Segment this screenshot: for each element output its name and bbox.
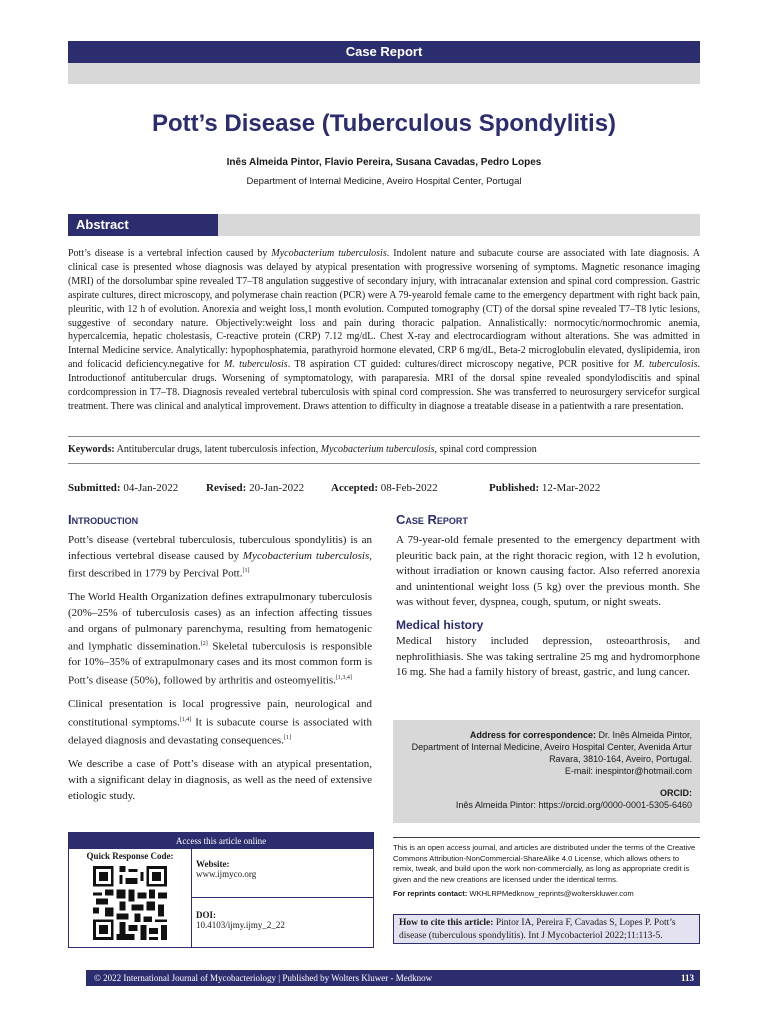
date-label: Submitted: bbox=[68, 482, 121, 494]
qr-code-icon[interactable] bbox=[93, 866, 167, 940]
abstract-header bbox=[68, 214, 700, 236]
correspondence-line: Ravara, 3810-164, Aveiro, Portugal. bbox=[549, 754, 692, 764]
header-grey-bar bbox=[68, 63, 700, 84]
intro-paragraph-1 bbox=[68, 533, 372, 582]
correspondence-email[interactable]: E-mail: inespintor@hotmail.com bbox=[564, 766, 692, 776]
abstract-text: Pott’s disease is a vertebral infection caused by bbox=[68, 248, 272, 259]
organism-name: Mycobacterium tuberculosis bbox=[271, 248, 387, 259]
introduction-heading: Introduction bbox=[68, 512, 139, 527]
date-label: Accepted: bbox=[331, 482, 379, 494]
organism-name: M. tuberculosis bbox=[223, 359, 288, 371]
citation-link[interactable]: [1,4] bbox=[179, 716, 192, 723]
keywords-text: Antitubercular drugs, latent tuberculosis infection, bbox=[114, 444, 321, 455]
published-date bbox=[489, 482, 600, 494]
keywords-text: spinal cord compression bbox=[437, 444, 537, 455]
website-cell bbox=[192, 849, 373, 898]
affiliation: Department of Internal Medicine, Aveiro Hospital Center, Portugal bbox=[246, 176, 522, 187]
case-report-section bbox=[396, 512, 700, 681]
divider bbox=[68, 436, 700, 437]
abstract-text: . Introductionof antitubercular drugs. Worsening of symptomatology, with paraparesia. MRI of the dorsal spine revealed spondylodiscitis and spinal cordcompression in T7–T8. Diagnosis revealed vertebral tuberculosis with spinal cord compression. She was transferred to neurosurgery servicefor surgical treatment. There was clinical and analytical improvement. Draws attention to difficulty in diagnose a treatable disease in a patientwith a rare presentation. bbox=[68, 359, 700, 412]
accepted-date bbox=[331, 482, 438, 494]
website-link[interactable]: www.ijmyco.org bbox=[196, 869, 257, 879]
qr-label: Quick Response Code: bbox=[86, 851, 174, 861]
intro-paragraph-3 bbox=[68, 697, 372, 749]
footer-copyright: © 2022 International Journal of Mycobacteriology | Published by Wolters Kluwer - Medknow bbox=[94, 973, 433, 983]
cite-text: Pintor IA, Pereira F, Cavadas S, Lopes P. Pott’s disease (tuberculous spondylitis). Int J Mycobacteriol 2022;11:113-5. bbox=[399, 918, 676, 941]
citation-link[interactable]: [1] bbox=[242, 568, 250, 575]
date-value: 04-Jan-2022 bbox=[123, 482, 179, 494]
date-value: 08-Feb-2022 bbox=[380, 482, 438, 494]
abstract-heading: Abstract bbox=[68, 214, 218, 236]
para-text: Clinical presentation is local progressive pain, neurological and constitutional symptoms. bbox=[68, 698, 372, 729]
correspondence-box bbox=[393, 720, 700, 823]
para-text: , first described in 1779 by Percival Pott. bbox=[68, 549, 373, 580]
revised-date bbox=[206, 482, 304, 494]
citation-link[interactable]: [1] bbox=[283, 735, 291, 742]
case-paragraph-2: Medical history included depression, osteoarthrosis, and nephrolithiasis. She was taking sertraline 25 mg and hydromorphone 16 mg. She had a family history of breast, gastric, and lung cancer. bbox=[396, 634, 700, 679]
page-footer bbox=[68, 970, 700, 986]
case-paragraph-1: A 79-year-old female presented to the emergency department with pleuritic back pain, at the right thoracic region, with 12 h evolution, without irradiation or known causing factor. Also referred anorexia and unintentional weight loss (5 kg) over the previous month. She was without fever, dyspnea, cough, sputum, or night sweats. bbox=[396, 534, 700, 609]
intro-paragraph-2 bbox=[68, 590, 372, 689]
website-label: Website: bbox=[196, 859, 230, 869]
reprints-email[interactable]: WKHLRPMedknow_reprints@wolterskluwer.com bbox=[467, 889, 634, 898]
submitted-date bbox=[68, 482, 178, 494]
how-to-cite-box bbox=[393, 914, 700, 944]
date-value: 12-Mar-2022 bbox=[541, 482, 601, 494]
orcid-link[interactable]: Inês Almeida Pintor: https://orcid.org/0000-0001-5305-6460 bbox=[455, 800, 692, 810]
para-text: Skeletal tuberculosis is responsible for 10%–35% of extrapulmonary cases and its most common form is Pott’s disease (50%), followed by arthritis and osteomyelitis. bbox=[68, 640, 372, 687]
access-online-box bbox=[68, 832, 374, 948]
case-report-heading: Case Report bbox=[396, 512, 468, 527]
article-title: Pott’s Disease (Tuberculous Spondylitis) bbox=[151, 110, 617, 137]
orcid-label: ORCID: bbox=[660, 788, 692, 798]
organism-name: M. tuberculosis bbox=[633, 359, 698, 371]
divider bbox=[68, 463, 700, 464]
abstract-body bbox=[68, 247, 700, 414]
page-number: 113 bbox=[680, 973, 694, 983]
divider bbox=[393, 837, 700, 838]
citation-link[interactable]: [1,3,4] bbox=[335, 675, 352, 682]
footer-notch bbox=[68, 970, 86, 986]
access-online-heading: Access this article online bbox=[69, 833, 373, 849]
cite-label: How to cite this article: bbox=[399, 918, 494, 928]
doi-link[interactable]: 10.4103/ijmy.ijmy_2_22 bbox=[196, 920, 285, 930]
para-text: It is subacute course is associated with delayed diagnosis and devastating consequences. bbox=[68, 716, 372, 747]
license-text: This is an open access journal, and articles are distributed under the terms of the Creative Commons Attribution-NonCommercial-ShareAlike 4.0 License, which allows others to remix, tweak, and build upon the work non-commercially, as long as appropriate credit is given and the new creations are licensed under the identical terms. bbox=[393, 843, 696, 884]
article-type-banner: Case Report bbox=[68, 41, 700, 63]
doi-label: DOI: bbox=[196, 910, 216, 920]
medical-history-heading: Medical history bbox=[396, 617, 484, 632]
keywords bbox=[68, 444, 700, 455]
author-list: Inês Almeida Pintor, Flavio Pereira, Susana Cavadas, Pedro Lopes bbox=[226, 157, 542, 168]
organism-name: Mycobacterium tuberculosis bbox=[242, 549, 370, 562]
correspondence-label: Address for correspondence: bbox=[469, 730, 596, 740]
intro-paragraph-4: We describe a case of Pott’s disease with an atypical presentation, with a significant delay in diagnosis, as well as the need of extensive etiologic study. bbox=[68, 758, 372, 802]
reprints-line bbox=[393, 889, 700, 900]
citation-link[interactable]: [2] bbox=[200, 641, 208, 648]
para-text: Pott’s disease (vertebral tuberculosis, tuberculous spondylitis) is an infectious vertebral disease caused by bbox=[68, 534, 372, 562]
correspondence-line bbox=[401, 729, 692, 741]
qr-cell bbox=[69, 849, 192, 947]
doi-cell bbox=[192, 899, 373, 947]
correspondence-line: Department of Internal Medicine, Aveiro Hospital Center, Avenida Artur bbox=[411, 742, 692, 752]
abstract-text: . T8 aspiration CT guided: cultures/direct microscopy negative, PCR positive for bbox=[287, 359, 634, 371]
date-label: Published: bbox=[489, 482, 540, 494]
abstract-text: . Indolent nature and subacute course are associated with late diagnosis. A clinical case is presented whose diagnosis was delayed by atypical presentation with progressive worsening of symptoms. Magnetic resonance imaging (MRI) of the dorsolumbar spine revealed T7–T8 angulation suggestive of secondary injury, with intracanalar extension and spinal cord compression. Gastric aspirate cultures, direct microscopy, and polymerase chain reaction (PCR) were A 79-yearold female came to the emergency department with right back pain, pleuritic, with 12 h of evolution. Anorexia and weight loss,1 month evolution. Computed tomography (CT) of the dorsal spine revealed T7–T8 lytic lesions, suggestive of secondary nature. Objectively:weight loss and pain during thoracic palpation. Annalistically: normocytic/normochromic anemia, hypercalcemia, hepatic cholestasis, C-reactive protein (CRP) 7.12 mg/dL. Chest X-ray and electrocardiogram without alterations. She was admitted in Internal Medicine service. Analytically: hypophosphatemia, parathyroid hormone elevated, CRP 6 mg/dL, Beta-2 microglobulin elevated, dyslipidemia, iron and folicacid deficiency.negative for bbox=[68, 248, 700, 371]
reprints-label: For reprints contact: bbox=[393, 889, 468, 898]
para-text: The World Health Organization defines extrapulmonary tuberculosis (20%–25% of tuberculosis cases) as an infection affecting tissues and organs of pulmonary parenchyma, resulting from hematogenic and lymphatic dissemination. bbox=[68, 591, 372, 653]
keywords-label: Keywords: bbox=[68, 444, 115, 455]
correspondence-name: Dr. Inês Almeida Pintor, bbox=[595, 730, 692, 740]
organism-name: Mycobacterium tuberculosis, bbox=[320, 444, 438, 455]
date-label: Revised: bbox=[206, 482, 247, 494]
license-notice bbox=[393, 843, 700, 900]
date-value: 20-Jan-2022 bbox=[249, 482, 305, 494]
introduction-section bbox=[68, 512, 372, 804]
